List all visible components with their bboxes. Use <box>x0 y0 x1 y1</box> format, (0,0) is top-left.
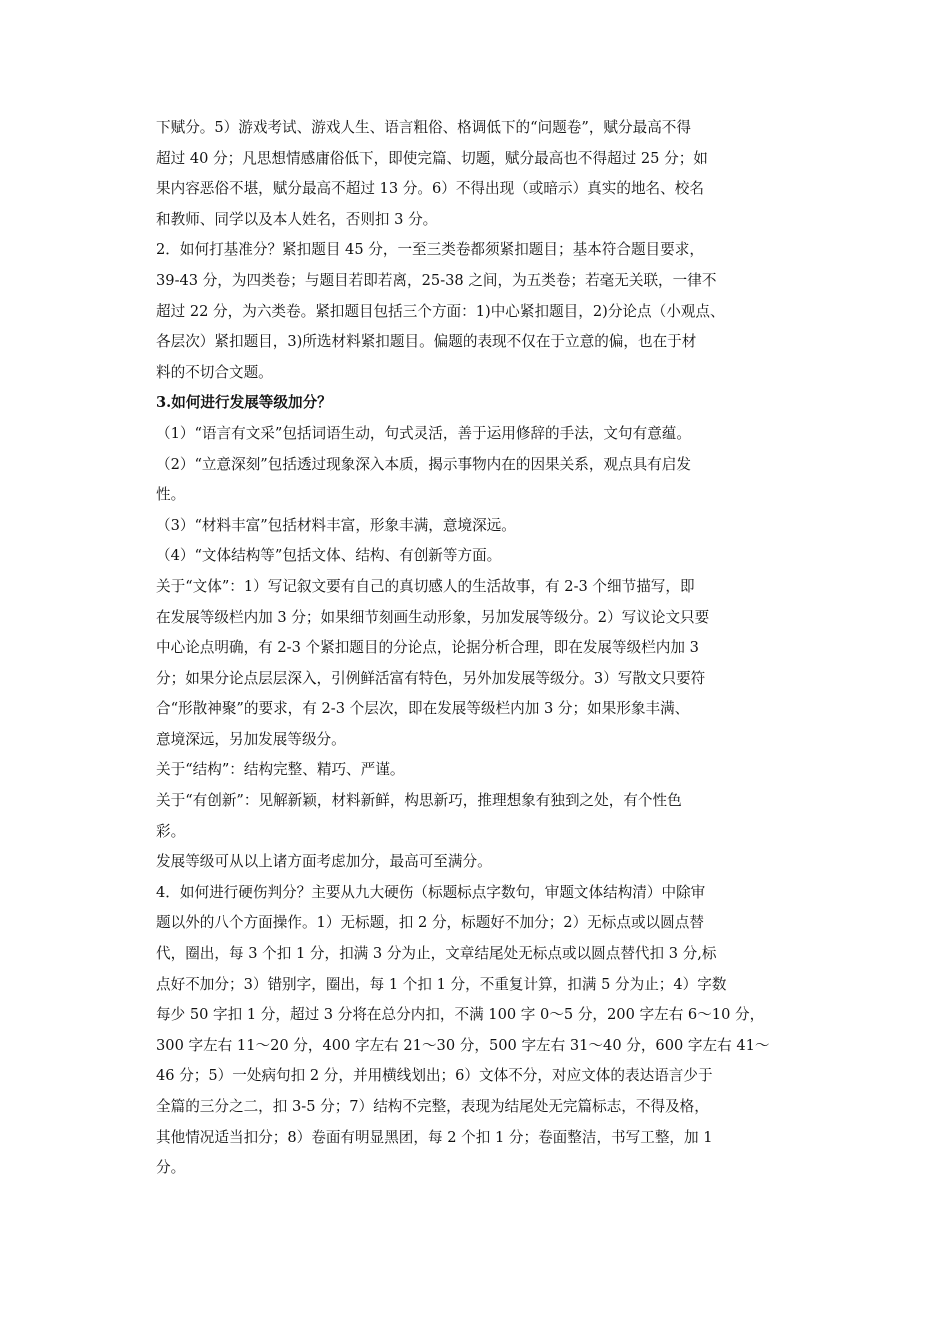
paragraph-line: 2．如何打基准分？紧扣题目 45 分，一至三类卷都须紧扣题目；基本符合题目要求， <box>156 241 704 259</box>
paragraph-line: 关于“有创新”：见解新颖，材料新鲜，构思新巧，推理想象有独到之处，有个性色 <box>156 792 682 810</box>
paragraph-line: （3）“材料丰富”包括材料丰富，形象丰满，意境深远。 <box>156 516 516 534</box>
paragraph-line: 点好不加分；3）错别字，圈出，每 1 个扣 1 分，不重复计算，扣满 5 分为止；4）字数 <box>156 975 727 993</box>
paragraph-line: 分；如果分论点层层深入，引例鲜活富有特色，另外加发展等级分。3）写散文只要符 <box>156 669 706 687</box>
paragraph-line: 超过 22 分，为六类卷。紧扣题目包括三个方面：1)中心紧扣题目，2)分论点（小观点、 <box>156 302 725 320</box>
paragraph-line: 46 分；5）一处病句扣 2 分，并用横线划出；6）文体不分，对应文体的表达语言少于 <box>156 1067 713 1085</box>
paragraph-line: 题以外的八个方面操作。1）无标题，扣 2 分，标题好不加分；2）无标点或以圆点替 <box>156 914 704 932</box>
section-heading: 3.如何进行发展等级加分？ <box>156 394 332 412</box>
paragraph-line: 超过 40 分；凡思想情感庸俗低下，即使完篇、切题，赋分最高也不得超过 25 分；如 <box>156 149 708 167</box>
paragraph-line: 和教师、同学以及本人姓名，否则扣 3 分。 <box>156 210 438 228</box>
paragraph-line: 各层次）紧扣题目，3)所选材料紧扣题目。偏题的表现不仅在于立意的偏，也在于材 <box>156 333 697 351</box>
paragraph-line: 关于“文体”：1）写记叙文要有自己的真切感人的生活故事，有 2-3 个细节描写，即 <box>156 577 695 595</box>
paragraph-line: 中心论点明确，有 2-3 个紧扣题目的分论点，论据分析合理，即在发展等级栏内加 3 <box>156 639 699 657</box>
paragraph-line: （1）“语言有文采”包括词语生动，句式灵活，善于运用修辞的手法，文句有意蕴。 <box>156 424 691 442</box>
paragraph-line: 合“形散神聚”的要求，有 2-3 个层次，即在发展等级栏内加 3 分；如果形象丰满、 <box>156 700 690 718</box>
paragraph-line: 分。 <box>156 1159 186 1177</box>
paragraph-line: 意境深远，另加发展等级分。 <box>156 730 346 748</box>
paragraph-line: 300 字左右 11～20 分，400 字左右 21～30 分，500 字左右 31～40 分，600 字左右 41～ <box>156 1036 770 1054</box>
paragraph-line: 彩。 <box>156 822 186 840</box>
paragraph-line: 下赋分。5）游戏考试、游戏人生、语言粗俗、格调低下的“问题卷”，赋分最高不得 <box>156 119 691 136</box>
paragraph-line: 果内容恶俗不堪，赋分最高不超过 13 分。6）不得出现（或暗示）真实的地名、校名 <box>156 180 704 198</box>
paragraph-line: 性。 <box>156 486 186 504</box>
document-page <box>156 113 796 1184</box>
paragraph-line: 代，圈出，每 3 个扣 1 分，扣满 3 分为止，文章结尾处无标点或以圆点替代扣 3 分,标 <box>156 945 717 963</box>
paragraph-line: 39-43 分，为四类卷；与题目若即若离，25-38 之间，为五类卷；若毫无关联，一律不 <box>156 271 717 289</box>
paragraph-line: 在发展等级栏内加 3 分；如果细节刻画生动形象，另加发展等级分。2）写议论文只要 <box>156 608 710 626</box>
paragraph-line: （2）“立意深刻”包括透过现象深入本质，揭示事物内在的因果关系，观点具有启发 <box>156 455 691 473</box>
paragraph-line: 每少 50 字扣 1 分，超过 3 分将在总分内扣，不满 100 字 0～5 分，200 字左右 6～10 分， <box>156 1006 765 1024</box>
paragraph-line: 全篇的三分之二，扣 3-5 分；7）结构不完整，表现为结尾处无完篇标志，不得及格， <box>156 1098 709 1115</box>
paragraph-line: 料的不切合文题。 <box>156 363 273 381</box>
paragraph-line: 发展等级可从以上诸方面考虑加分，最高可至满分。 <box>156 853 492 871</box>
paragraph-line: 关于“结构”：结构完整、精巧、严谨。 <box>156 761 405 779</box>
paragraph-line: （4）“文体结构等”包括文体、结构、有创新等方面。 <box>156 547 502 565</box>
paragraph-line: 4．如何进行硬伤判分？主要从九大硬伤（标题标点字数句，审题文体结构清）中除审 <box>156 883 706 901</box>
paragraph-line: 其他情况适当扣分；8）卷面有明显黑团，每 2 个扣 1 分；卷面整洁，书写工整，加 1 <box>156 1128 713 1146</box>
